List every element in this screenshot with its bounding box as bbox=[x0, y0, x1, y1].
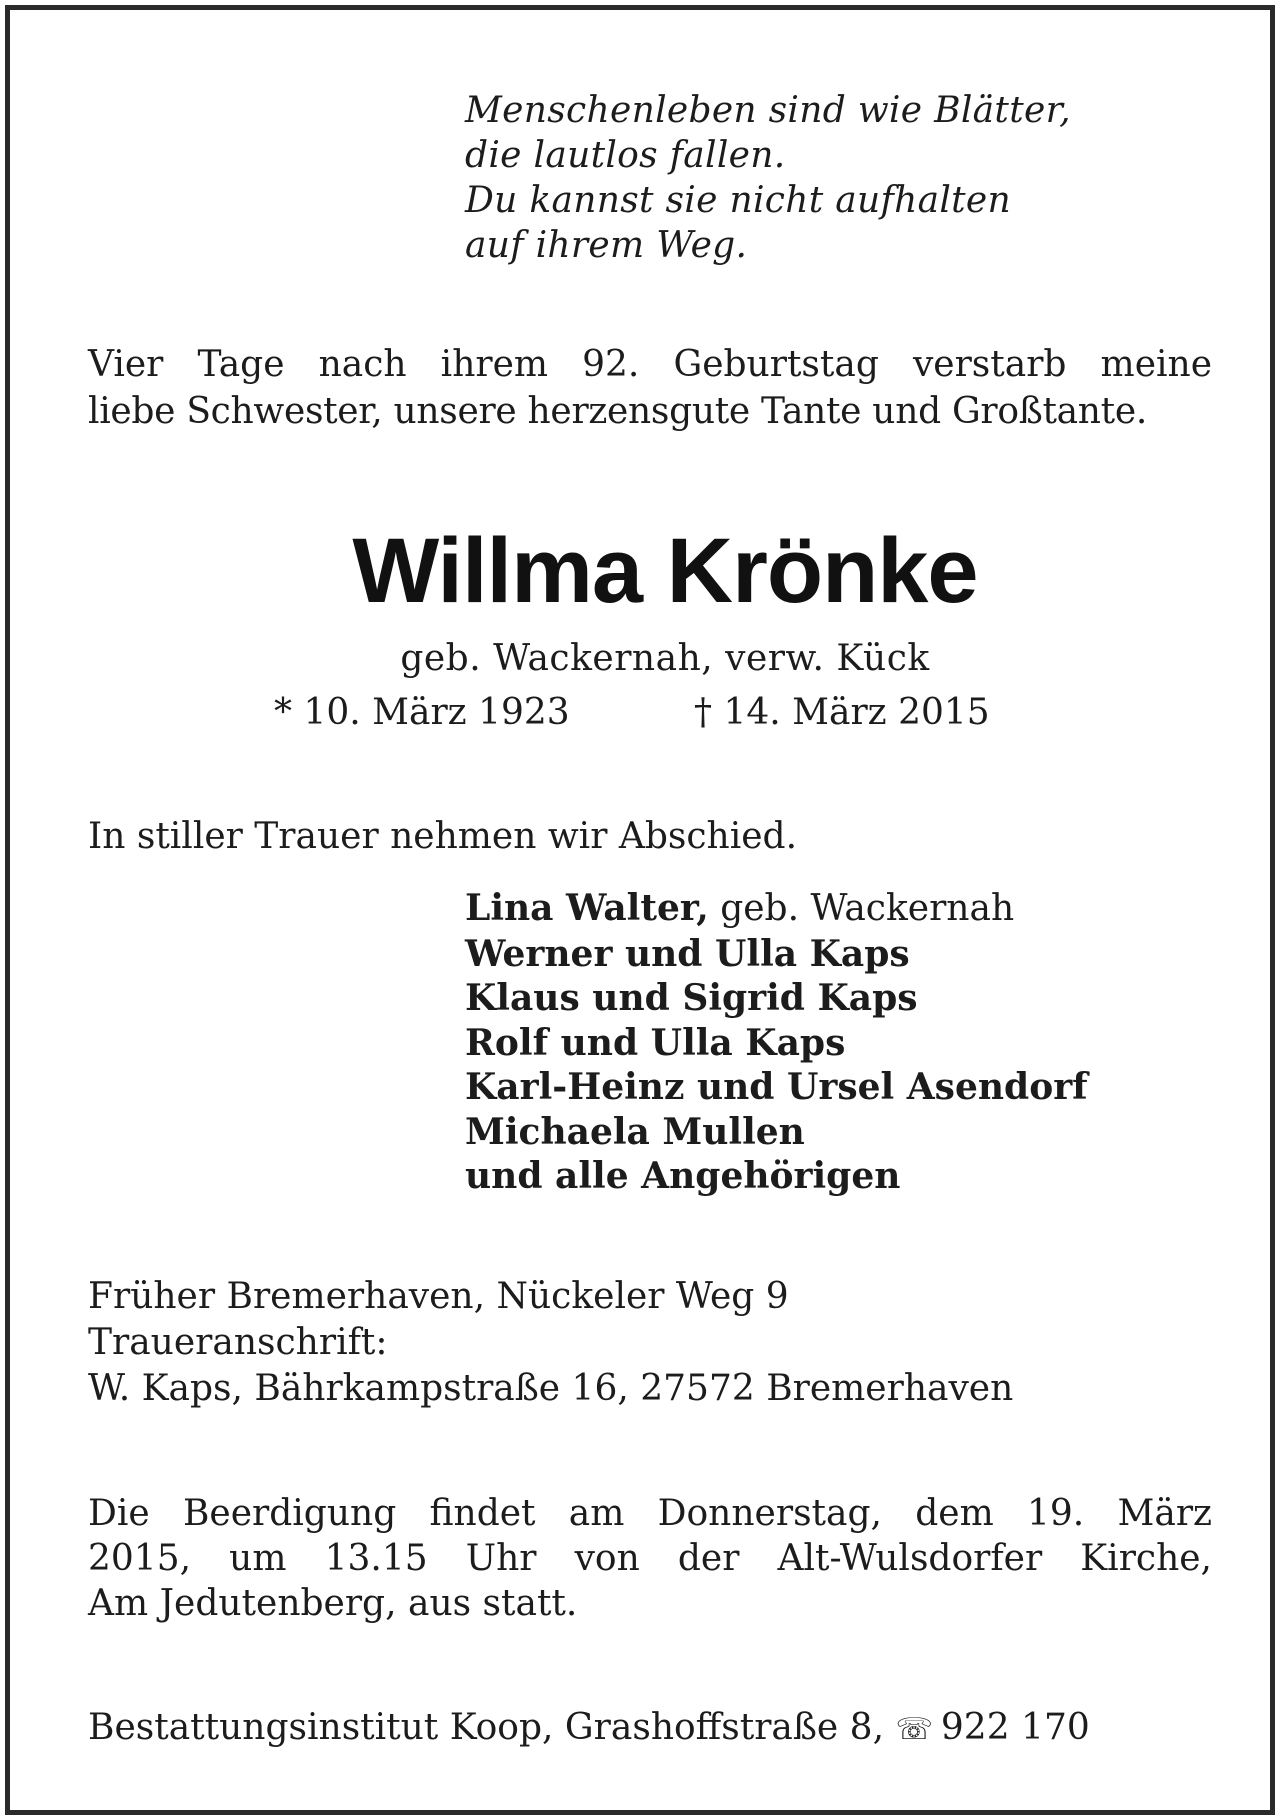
intro-text bbox=[88, 341, 1212, 435]
poem-line: auf ihrem Weg. bbox=[465, 225, 748, 266]
address-block bbox=[88, 1274, 1013, 1412]
intro-line: liebe Schwester, unsere herzensgute Tante und Großtante. bbox=[88, 391, 1147, 432]
death-date: † 14. März 2015 bbox=[694, 692, 990, 733]
mourner-entry bbox=[465, 886, 1088, 932]
mourner-entry: und alle Angehörigen bbox=[465, 1155, 901, 1197]
mourner-entry: Michaela Mullen bbox=[465, 1110, 805, 1153]
mourner-name: Lina Walter, bbox=[465, 887, 709, 929]
deceased-name-row bbox=[88, 516, 1212, 626]
maiden-name: geb. Wackernah, verw. Kück bbox=[400, 638, 930, 679]
mourner-entry: Werner und Ulla Kaps bbox=[465, 932, 910, 975]
poem-line: die lautlos fallen. bbox=[465, 135, 786, 176]
telephone-icon: ☏ bbox=[895, 1712, 933, 1747]
mourning-address-label: Traueranschrift: bbox=[88, 1322, 388, 1363]
poem-line: Menschenleben sind wie Blätter, bbox=[465, 90, 1071, 131]
funeral-line: Die Beerdigung findet am Donnerstag, dem 19. März bbox=[88, 1493, 1212, 1534]
mourner-maiden: geb. Wackernah bbox=[708, 888, 1015, 929]
birth-date: * 10. März 1923 bbox=[274, 692, 570, 733]
funeral-line: 2015, um 13.15 Uhr von der Alt-Wulsdorfer Kirche, bbox=[88, 1538, 1212, 1579]
undertaker-phone: 922 170 bbox=[929, 1707, 1090, 1748]
funeral-line: Am Jedutenberg, aus statt. bbox=[88, 1583, 578, 1624]
farewell-text: In stiller Trauer nehmen wir Abschied. bbox=[88, 816, 798, 857]
poem bbox=[465, 88, 1071, 268]
deceased-name: Willma Krönke bbox=[352, 520, 978, 622]
maiden-name-row bbox=[88, 636, 1212, 682]
poem-line: Du kannst sie nicht aufhalten bbox=[465, 180, 1012, 221]
mourning-address: W. Kaps, Bährkampstraße 16, 27572 Bremerhaven bbox=[88, 1368, 1014, 1409]
mourner-entry: Rolf und Ulla Kaps bbox=[465, 1021, 846, 1064]
undertaker-line bbox=[88, 1705, 1090, 1753]
obituary-frame bbox=[5, 5, 1275, 1815]
former-address: Früher Bremerhaven, Nückeler Weg 9 bbox=[88, 1276, 789, 1317]
mourner-entry: Klaus und Sigrid Kaps bbox=[465, 977, 918, 1019]
funeral-notice bbox=[88, 1491, 1212, 1626]
undertaker-text: Bestattungsinstitut Koop, Grashoffstraße 8, bbox=[88, 1707, 896, 1748]
mourners-list bbox=[465, 886, 1088, 1199]
life-dates bbox=[274, 690, 990, 736]
intro-line: Vier Tage nach ihrem 92. Geburtstag verstarb meine bbox=[88, 344, 1212, 385]
mourner-entry: Karl-Heinz und Ursel Asendorf bbox=[465, 1066, 1088, 1108]
